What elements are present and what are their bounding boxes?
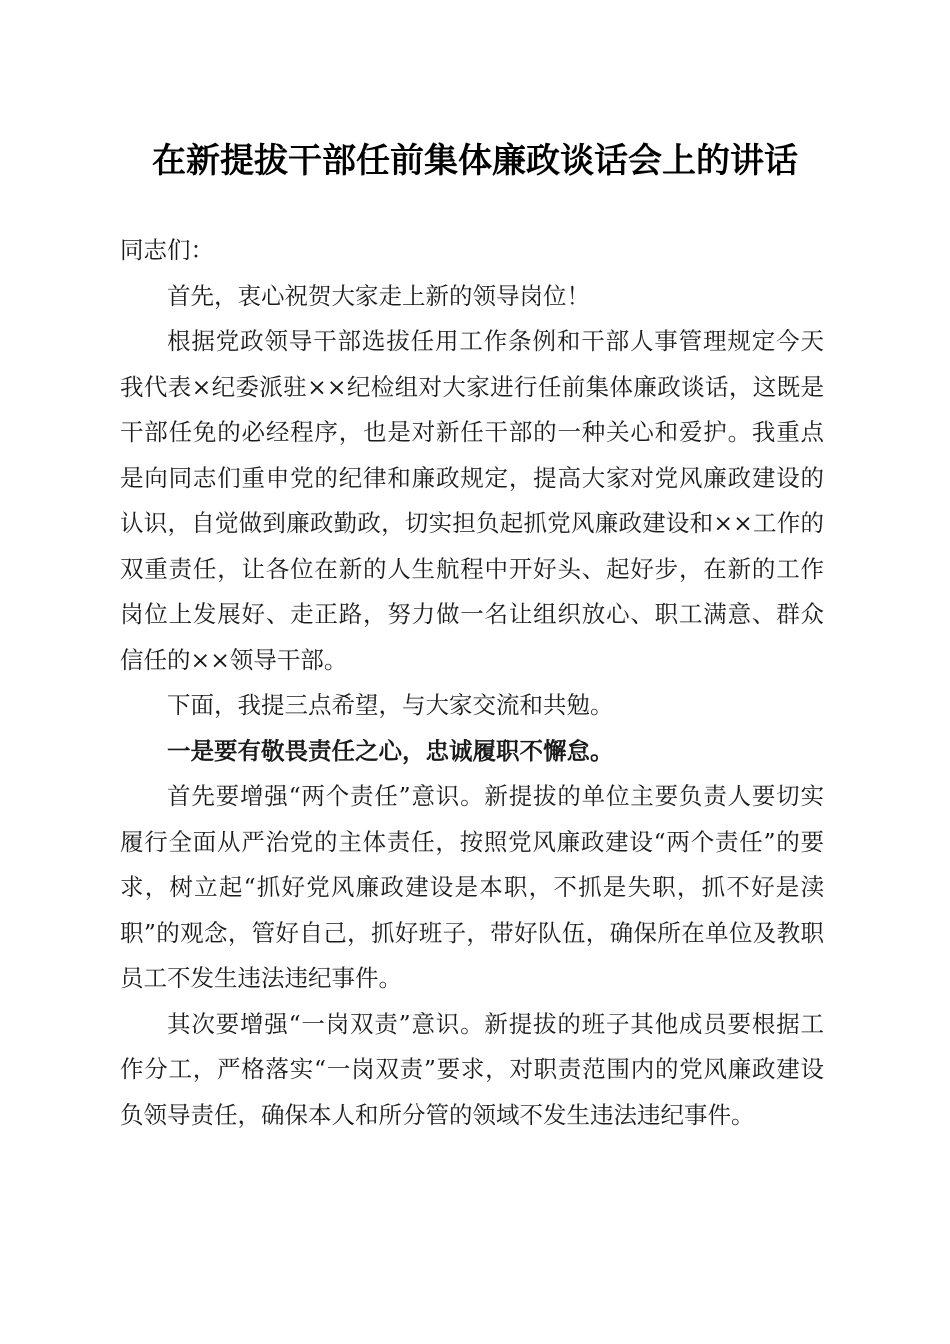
paragraph-purpose: 根据党政领导干部选拔任用工作条例和干部人事管理规定今天我代表×纪委派驻××纪检组对大家进行任前集体廉政谈话，这既是干部任免的必经程序，也是对新任干部的一种关心和爱护。我重点是向同志们重申党的纪律和廉政规定，提高大家对党风廉政建设的认识，自觉做到廉政勤政，切实担负起抓党风廉政建设和××工作的双重责任，让各位在新的人生航程中开好头、起好步，在新的工作岗位上发展好、走正路，努力做一名让组织放心、职工满意、群众信任的××领导干部。 (120, 327, 824, 674)
section-heading-one: 一是要有敬畏责任之心，忠诚履职不懈怠。 (167, 736, 614, 765)
document-title: 在新提拔干部任前集体廉政谈话会上的讲话 (152, 141, 798, 181)
paragraph-two-responsibilities: 首先要增强“两个责任”意识。新提拔的单位主要负责人要切实履行全面从严治党的主体责任，按照党风廉政建设“两个责任”的要求，树立起“抓好党风廉政建设是本职，不抓是失职，抓不好是渎职”的观念，管好自己，抓好班子，带好队伍，确保所在单位及教职员工不发生违法违纪事件。 (120, 782, 824, 992)
paragraph-one-post-two-duties: 其次要增强“一岗双责”意识。新提拔的班子其他成员要根据工作分工，严格落实“一岗双责”要求，对职责范围内的党风廉政建设负领导责任，确保本人和所分管的领域不发生违法违纪事件。 (120, 1009, 824, 1129)
paragraph-congratulations: 首先，衷心祝贺大家走上新的领导岗位！ (167, 281, 590, 310)
greeting: 同志们： (120, 236, 214, 264)
document-body (120, 228, 824, 1138)
paragraph-three-hopes: 下面，我提三点希望，与大家交流和共勉。 (167, 691, 614, 719)
